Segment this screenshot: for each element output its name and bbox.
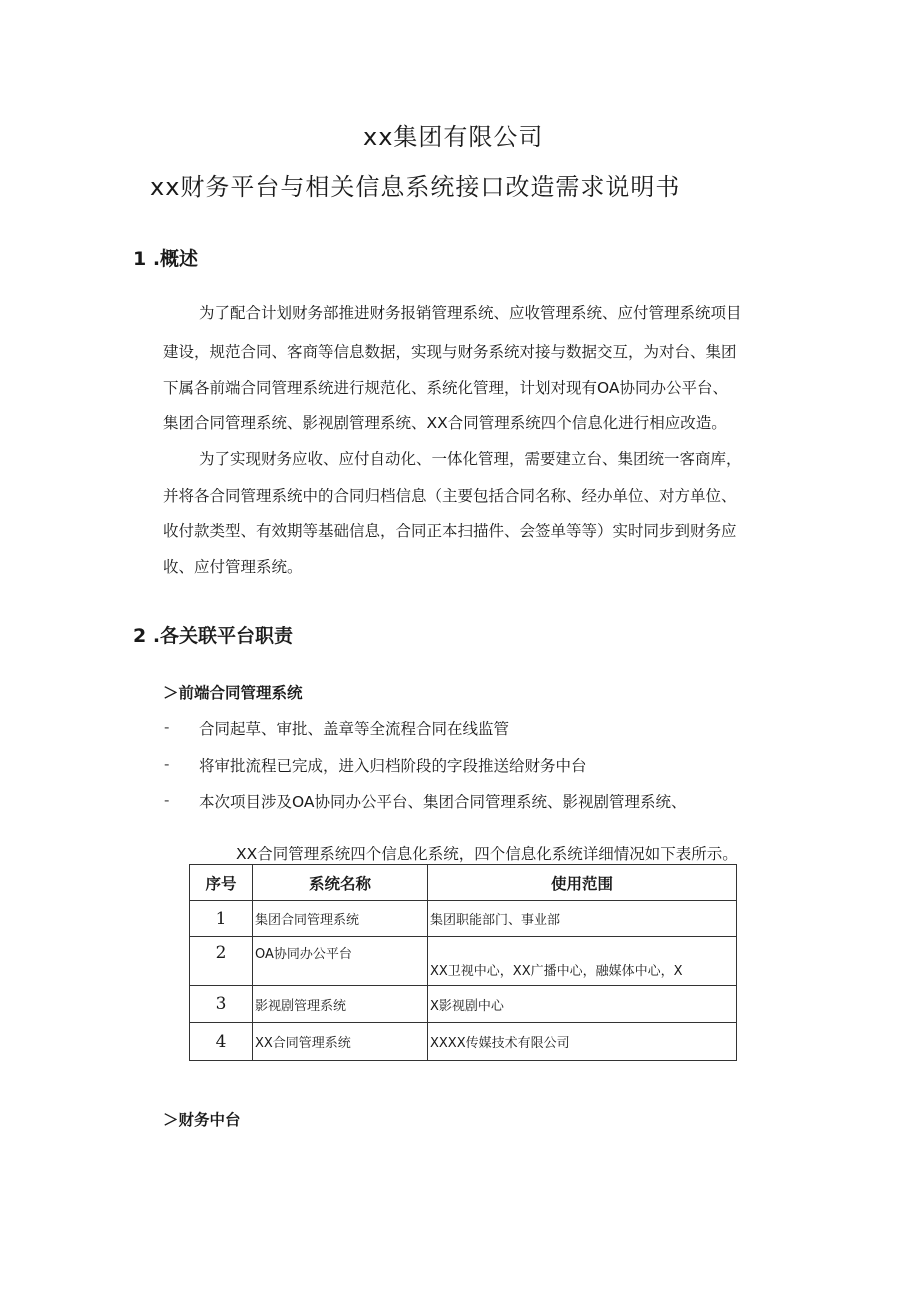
para1-line-4: 集团合同管理系统、影视剧管理系统、XX合同管理系统四个信息化进行相应改造。: [163, 414, 727, 432]
section-1-heading: 1 .概述: [133, 248, 199, 270]
row-index: 1: [190, 901, 253, 937]
bullet-marker: -: [164, 791, 170, 809]
row-scope: XXXX传媒技术有限公司: [428, 1023, 737, 1061]
table-header-row: [190, 865, 737, 901]
section-2-heading: 2 .各关联平台职责: [133, 625, 294, 647]
row-system-name: 影视剧管理系统: [253, 986, 428, 1023]
para2-line-4: 收、应付管理系统。: [163, 558, 303, 576]
company-title: xx集团有限公司: [363, 123, 544, 151]
para1-line-2: 建设，规范合同、客商等信息数据，实现与财务系统对接与数据交互，为对台、集团: [163, 343, 737, 361]
row-index: 2: [190, 937, 253, 986]
table-row: [190, 1023, 737, 1061]
row-index: 3: [190, 986, 253, 1023]
bullet-item-3: 本次项目涉及OA协同办公平台、集团合同管理系统、影视剧管理系统、: [199, 793, 687, 811]
para1-line-1: 为了配合计划财务部推进财务报销管理系统、应收管理系统、应付管理系统项目: [199, 304, 742, 322]
bullet-item-2: 将审批流程已完成，进入归档阶段的字段推送给财务中台: [199, 757, 587, 775]
row-index: 4: [190, 1023, 253, 1061]
subsection-finance-platform: ＞财务中台: [163, 1111, 241, 1129]
para2-line-1: 为了实现财务应收、应付自动化、一体化管理，需要建立台、集团统一客商库，: [199, 450, 742, 468]
table-row: [190, 937, 737, 986]
header-scope: 使用范围: [428, 865, 737, 901]
row-system-name: OA协同办公平台: [253, 937, 428, 986]
bullet-item-1: 合同起草、审批、盖章等全流程合同在线监管: [199, 720, 510, 738]
header-index: 序号: [190, 865, 253, 901]
para2-line-2: 并将各合同管理系统中的合同归档信息（主要包括合同名称、经办单位、对方单位、: [163, 487, 737, 505]
row-system-name: XX合同管理系统: [253, 1023, 428, 1061]
header-system-name: 系统名称: [253, 865, 428, 901]
para1-line-3: 下属各前端合同管理系统进行规范化、系统化管理，计划对现有OA协同办公平台、: [163, 379, 729, 397]
table-intro: XX合同管理系统四个信息化系统，四个信息化系统详细情况如下表所示。: [236, 845, 738, 863]
row-scope: X影视剧中心: [428, 986, 737, 1023]
bullet-marker: -: [164, 755, 170, 773]
bullet-marker: -: [164, 718, 170, 736]
subsection-frontend-contract: ＞前端合同管理系统: [163, 684, 303, 702]
row-scope: XX卫视中心，XX广播中心，融媒体中心，X: [428, 937, 737, 986]
systems-table: [189, 864, 737, 1061]
document-title: xx财务平台与相关信息系统接口改造需求说明书: [150, 173, 681, 201]
para2-line-3: 收付款类型、有效期等基础信息，合同正本扫描件、会签单等等）实时同步到财务应: [163, 522, 737, 540]
table-row: [190, 901, 737, 937]
row-system-name: 集团合同管理系统: [253, 901, 428, 937]
table-row: [190, 986, 737, 1023]
row-scope: 集团职能部门、事业部: [428, 901, 737, 937]
